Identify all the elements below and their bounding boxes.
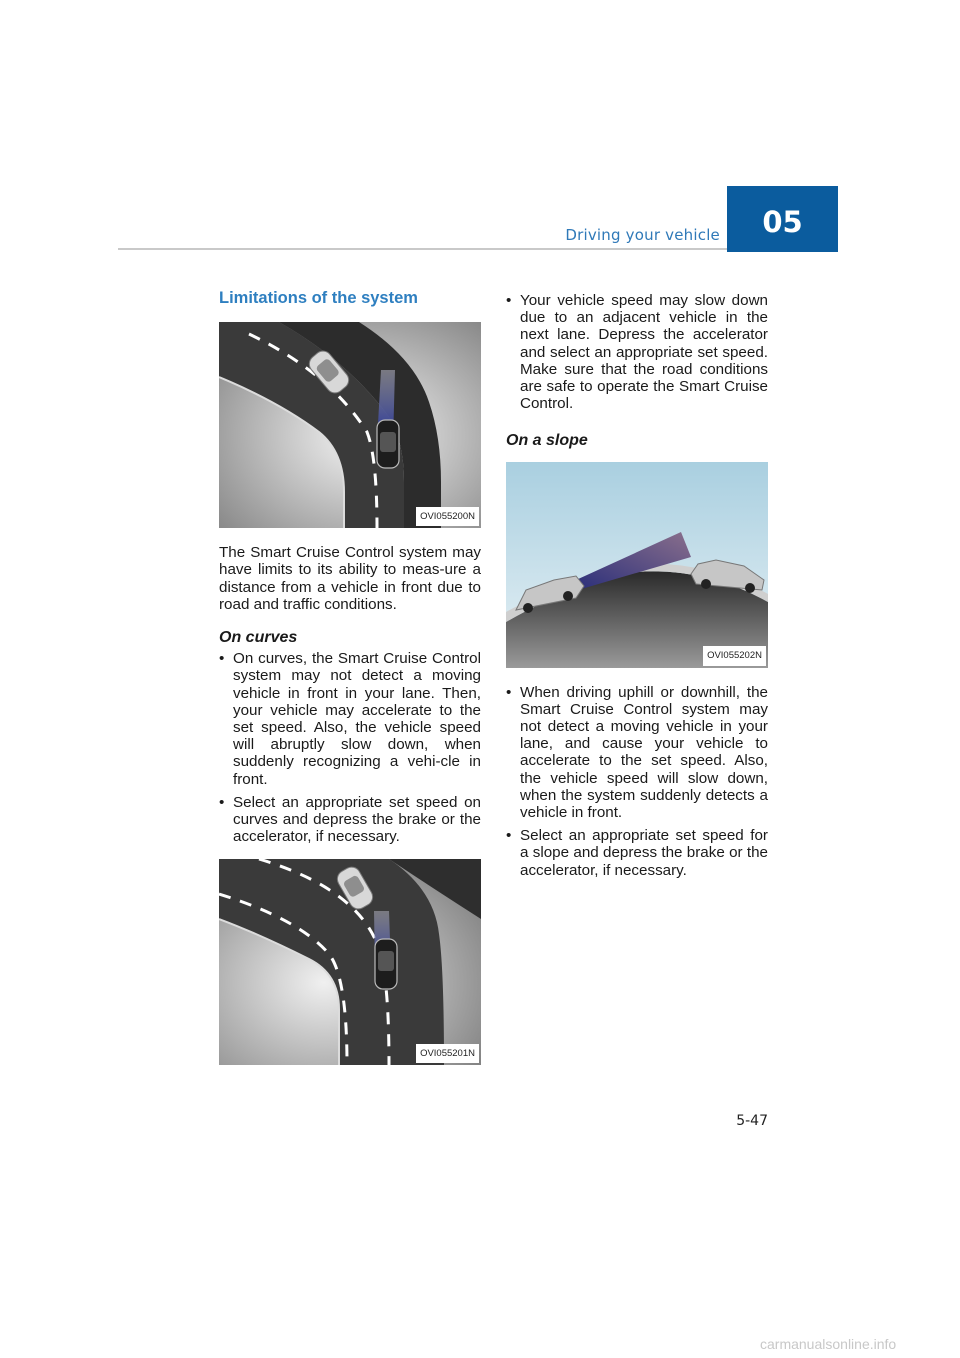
slope-illustration — [506, 462, 768, 668]
car-own-icon — [375, 939, 397, 989]
figure-code: OVI055202N — [703, 646, 766, 665]
curve-road-lanes-illustration — [219, 859, 481, 1065]
section-title: Driving your vehicle — [565, 226, 720, 244]
figure-code: OVI055201N — [416, 1044, 479, 1063]
curve-road-illustration — [219, 322, 481, 528]
figure-curve-road-2 — [219, 859, 481, 1065]
adjacent-lane-bullet-list — [506, 292, 768, 412]
chapter-badge — [727, 186, 838, 252]
curves-bullet-list — [219, 650, 481, 845]
list-item: • On curves, the Smart Cruise Control system may not detect a moving vehicle in front in your lane. Then, your vehicle may accelerate to the set speed. Also, the vehicle speed will abruptly slow down, when suddenly recognizing a vehi-cle in front. — [219, 650, 481, 788]
car-own-icon — [377, 420, 399, 468]
section-heading: Limitations of the system — [219, 289, 418, 307]
figure-curve-road-1 — [219, 322, 481, 528]
figure-slope — [506, 462, 768, 668]
right-column — [506, 292, 768, 885]
slope-bullet-list — [506, 684, 768, 879]
subheading-curves: On curves — [219, 629, 298, 647]
intro-paragraph: The Smart Cruise Control system may have limits to its ability to meas-ure a distance from a vehicle in front due to road and traffic conditions. — [219, 544, 481, 613]
page-number: 5-47 — [736, 1113, 768, 1129]
list-item: • Select an appropriate set speed on curves and depress the brake or the accelerator, if necessary. — [219, 793, 481, 846]
left-column — [219, 290, 481, 1081]
watermark: carmanualsonline.info — [760, 1336, 897, 1352]
list-item: • When driving uphill or downhill, the Smart Cruise Control system may not detect a moving vehicle in your lane, and cause your vehicle to accelerate to the set speed. Also, the vehicle speed will slow down, when the system suddenly detects a vehicle in front. — [506, 683, 768, 822]
header-rule — [118, 248, 728, 250]
list-item: • Your vehicle speed may slow down due to an adjacent vehicle in the next lane. Depress the accelerator and select an appropriate set speed. Make sure that the road conditions are safe to operate the Smart Cruise Control. — [506, 292, 768, 413]
chapter-number: 05 — [762, 205, 803, 239]
subheading-slope: On a slope — [506, 432, 588, 450]
figure-code: OVI055200N — [416, 507, 479, 526]
list-item: • Select an appropriate set speed for a slope and depress the brake or the accelerator, if necessary. — [506, 827, 768, 879]
